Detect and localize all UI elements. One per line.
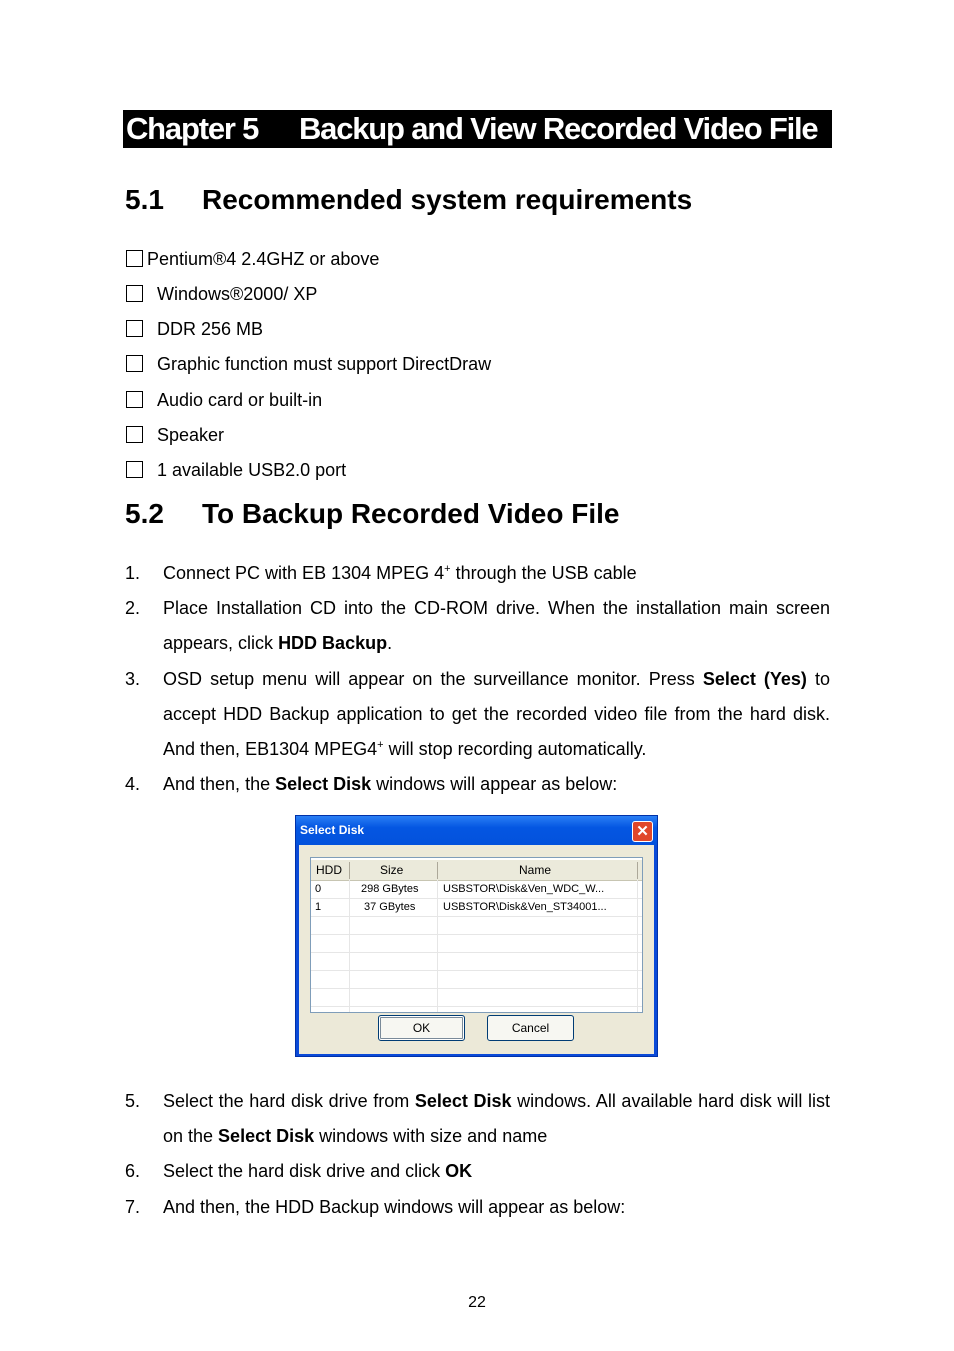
table-row[interactable]: 0 298 GBytes USBSTOR\Disk&Ven_WDC_W... (315, 883, 605, 895)
chapter-heading (123, 110, 832, 148)
checkbox-icon (126, 391, 143, 408)
step-item: 5. Select the hard disk drive from Select Disk windows. All available hard disk will list on the Select Disk windows with size and name (125, 1091, 831, 1146)
step-item: 7. And then, the HDD Backup windows will appear as below: (125, 1197, 626, 1217)
step-item: 3. OSD setup menu will appear on the surveillance monitor. Press Select (Yes) to accept HDD Backup application to get the recorded video file from the hard disk. And then, EB1304 MPEG4+ will stop recording automatically. (125, 669, 831, 759)
step-item: 2. Place Installation CD into the CD-ROM drive. When the installation main screen appears, click HDD Backup. (125, 598, 830, 653)
checkbox-icon (126, 320, 143, 337)
section-title: To Backup Recorded Video File (202, 498, 620, 529)
section-number: 5.1 (125, 184, 164, 215)
list-header (311, 860, 642, 881)
checkbox-icon (126, 461, 143, 478)
column-header-hdd[interactable]: HDD (316, 863, 342, 877)
column-header-name[interactable]: Name (519, 863, 552, 877)
checkbox-icon (126, 355, 143, 372)
dialog-titlebar[interactable] (296, 816, 657, 845)
step-item: 6. Select the hard disk drive and click OK (125, 1161, 473, 1181)
checkbox-icon (126, 250, 143, 267)
checkbox-icon (126, 285, 143, 302)
dialog-client (299, 845, 654, 1054)
column-header-size[interactable]: Size (380, 863, 404, 877)
section-number: 5.2 (125, 498, 164, 529)
step-item: 4. And then, the Select Disk windows will appear as below: (125, 774, 618, 794)
page-number: 22 (468, 1294, 486, 1311)
close-icon[interactable]: ✕ (632, 821, 653, 842)
chapter-title: Backup and View Recorded Video File (299, 111, 818, 146)
disk-list[interactable] (310, 857, 643, 1013)
select-disk-dialog (295, 815, 658, 1057)
ok-button[interactable]: OK (378, 1015, 465, 1041)
checkbox-icon (126, 426, 143, 443)
section-title: Recommended system requirements (202, 184, 693, 215)
table-row[interactable]: 1 37 GBytes USBSTOR\Disk&Ven_ST34001... (315, 901, 607, 913)
dialog-title: Select Disk (300, 823, 365, 837)
chapter-number: Chapter 5 (126, 111, 259, 146)
step-item: 1. Connect PC with EB 1304 MPEG 4+ through the USB cable (125, 563, 637, 583)
cancel-button[interactable]: Cancel (487, 1015, 574, 1041)
